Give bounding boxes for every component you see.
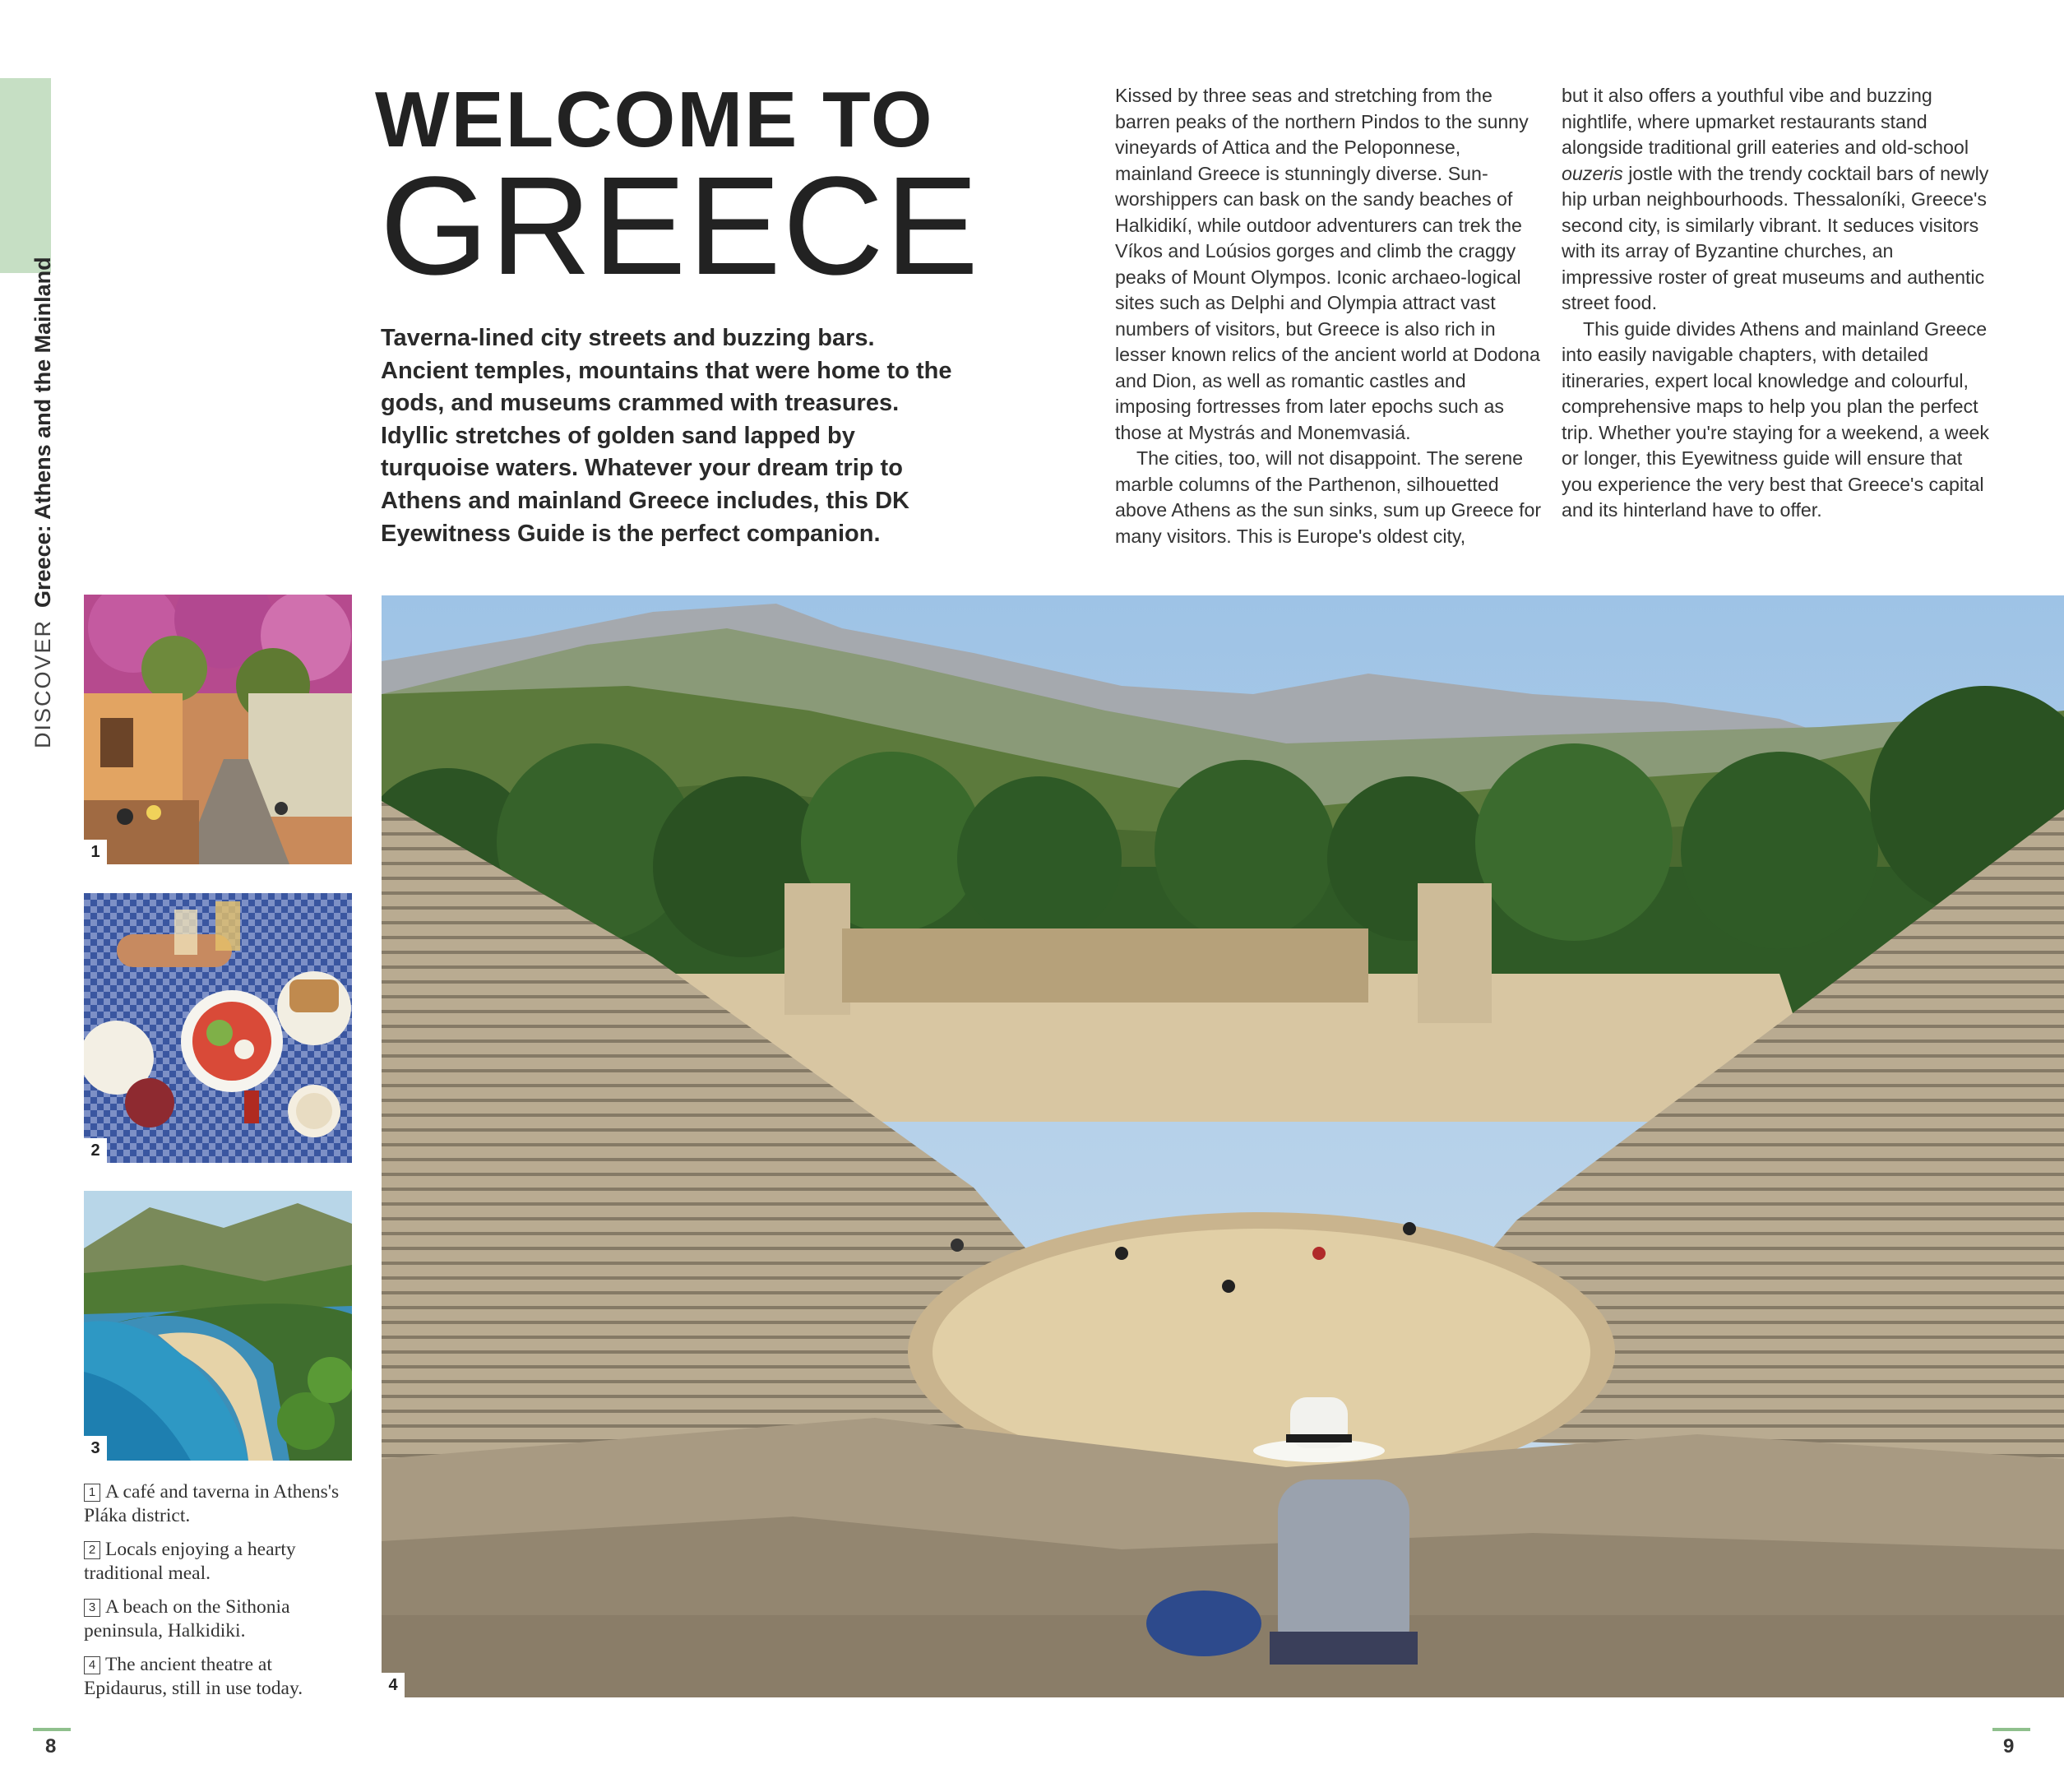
- body-paragraph: Kissed by three seas and stretching from the barren peaks of the northern Pindos to the sunny vineyards of Attica and the Peloponnese, mainland Greece is stunningly diverse. Sun-worshippers can bask on the sandy beaches of Halkidikí, while outdoor adventurers can trek the Víkos and Loúsios gorges and climb the craggy peaks of Mount Olympos. Iconic archaeo-logical sites such as Delphi and Olympia attract vast numbers of visitors, but Greece is also rich in lesser known relics of the ancient world at Dodona and Dion, as well as romantic castles and imposing fortresses from later epochs such as those at Mystrás and Monemvasiá.: [1115, 85, 1540, 443]
- image-number: 4: [382, 1673, 405, 1697]
- body-paragraph: This guide divides Athens and mainland Greece into easily navigable chapters, with detailed itineraries, expert local knowledge and colourful, comprehensive maps to help you plan the perfect trip. Whether you're staying for a weekend, a week or longer, this Eyewitness guide will ensure that you experience the very best that Greece's capital and its hinterland have to offer.: [1562, 317, 1989, 521]
- body-column-1: [1115, 83, 1543, 549]
- caption-number: 3: [84, 1599, 100, 1617]
- photo-cafe-street: [84, 595, 352, 864]
- image-number: 3: [84, 1436, 107, 1461]
- chapter-label: Greece: Athens and the Mainland: [30, 257, 55, 608]
- image-number: 1: [84, 840, 107, 864]
- caption: [84, 1653, 355, 1701]
- body-column-2: [1562, 83, 1989, 524]
- body-paragraph: [1562, 83, 1989, 317]
- body-paragraph: The cities, too, will not disappoint. The serene marble columns of the Parthenon, silhouetted above Athens as the sun sinks, sum up Greece for many visitors. This is Europe's oldest city,: [1115, 447, 1542, 547]
- caption-text: A café and taverna in Athens's Pláka district.: [84, 1481, 340, 1526]
- caption-number: 2: [84, 1541, 100, 1559]
- italic-term: ouzeris: [1562, 162, 1623, 184]
- running-header-vertical: [16, 255, 69, 748]
- caption: [84, 1595, 355, 1643]
- caption: [84, 1538, 355, 1586]
- title-line-2: GREECE: [380, 148, 980, 304]
- photo-beach-sithonia: [84, 1191, 352, 1461]
- caption-number: 4: [84, 1656, 100, 1674]
- caption-text: The ancient theatre at Epidaurus, still in use today.: [84, 1654, 303, 1699]
- photo-traditional-meal: [84, 893, 352, 1163]
- section-label: DISCOVER: [30, 618, 55, 748]
- body-text: jostle with the trendy cocktail bars of newly hip urban neighbourhoods. Thessaloníki, Greece's second city, is similarly vibrant. It seduces visitors with its array of Byzantine churches, an impressive roster of great museums and authentic street food.: [1562, 162, 1989, 313]
- caption-text: Locals enjoying a hearty traditional meal.: [84, 1539, 296, 1584]
- title-line-1: WELCOME TO: [375, 76, 934, 164]
- page-number-rule: [1992, 1728, 2030, 1731]
- intro-paragraph: Taverna-lined city streets and buzzing bars. Ancient temples, mountains that were home to the gods, and museums crammed with treasures. Idyllic stretches of golden sand lapped by turquoise waters. Whatever your dream trip to Athens and mainland Greece includes, this DK Eyewitness Guide is the perfect companion.: [381, 325, 952, 547]
- page-number-right: 9: [2003, 1735, 2015, 1757]
- image-number: 2: [84, 1138, 107, 1163]
- page-number-rule: [33, 1728, 71, 1731]
- caption: [84, 1480, 355, 1528]
- body-text: but it also offers a youthful vibe and buzzing nightlife, where upmarket restaurants stand alongside traditional grill eateries and old-school: [1562, 85, 1969, 158]
- page-number-left: 8: [45, 1735, 57, 1757]
- photo-epidaurus-theatre: [382, 595, 2064, 1697]
- caption-number: 1: [84, 1484, 100, 1502]
- section-color-tab: [0, 78, 51, 273]
- caption-list: [84, 1480, 355, 1711]
- caption-text: A beach on the Sithonia peninsula, Halkidiki.: [84, 1596, 290, 1642]
